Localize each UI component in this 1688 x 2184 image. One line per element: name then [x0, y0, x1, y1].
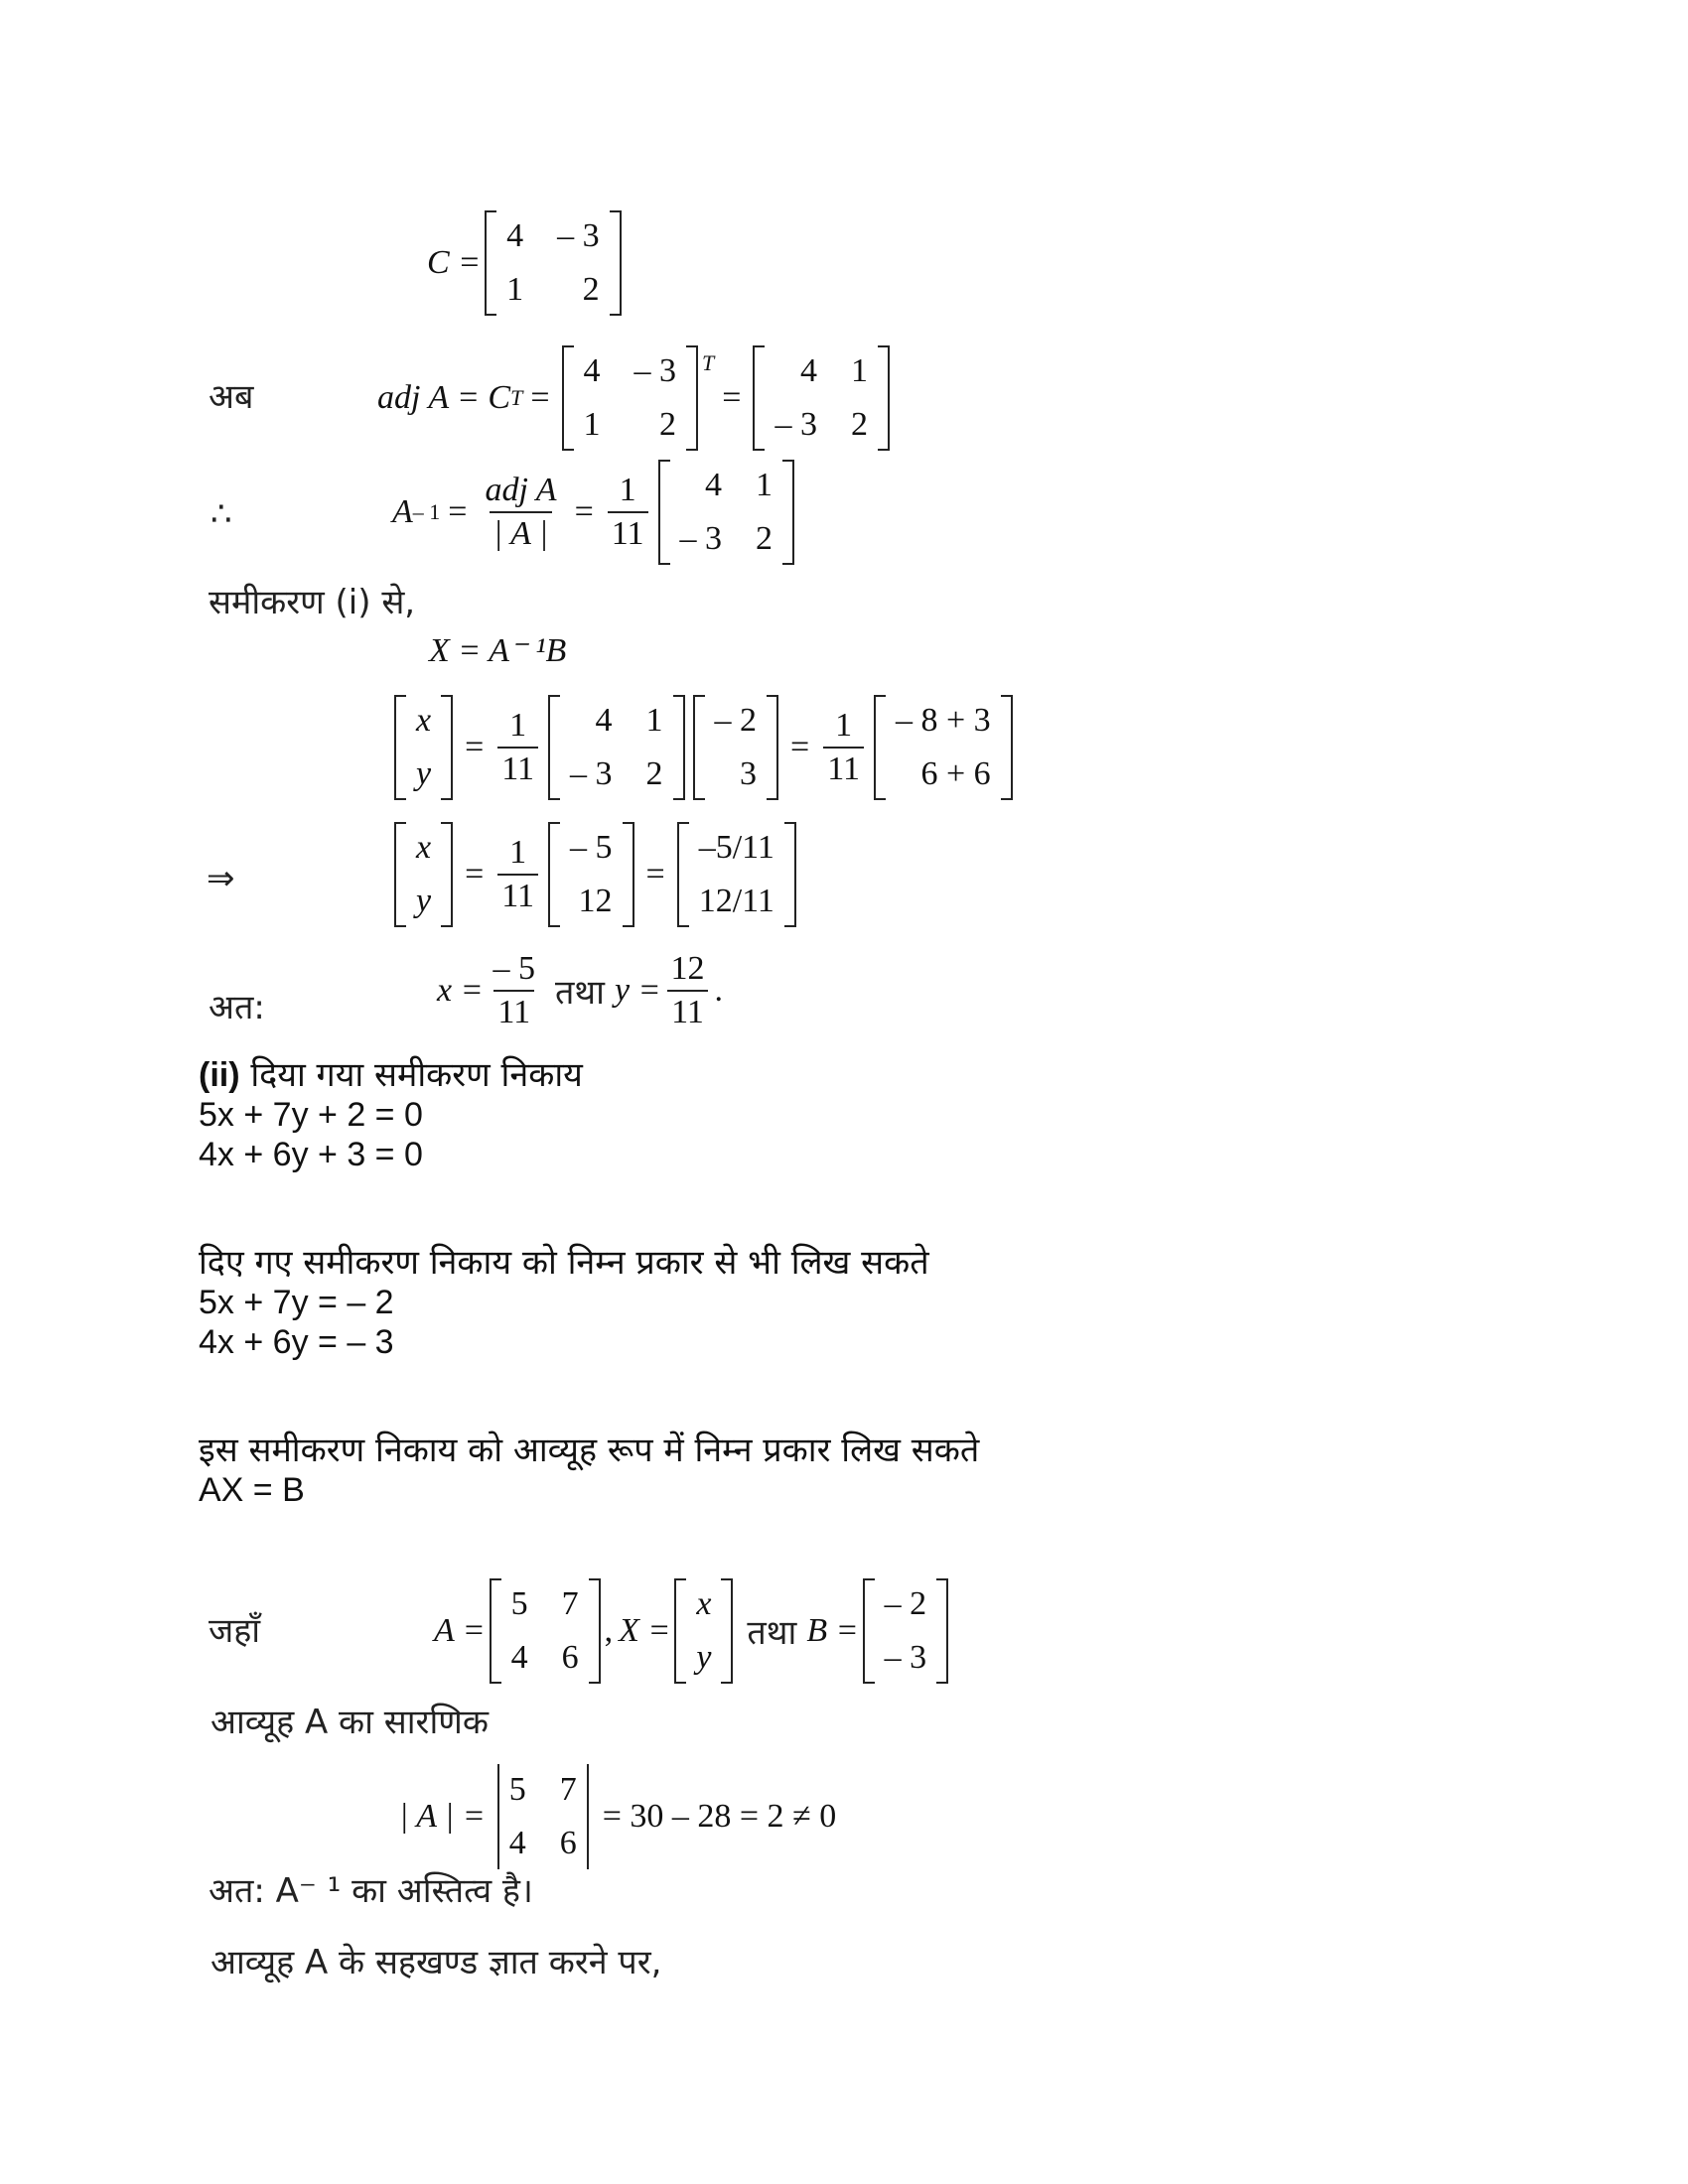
determinant-heading: आव्यूह A का सारणिक	[211, 1703, 489, 1742]
now-label: अब	[209, 377, 254, 417]
matrix-a: 5 7 4 6	[490, 1578, 601, 1684]
cofactor-matrix-line	[427, 210, 626, 316]
inverse-matrix: 4 1 – 3 2	[658, 460, 795, 565]
x-equals-ainv-b: X = A⁻ ¹B	[429, 632, 567, 669]
xy-vector: x y	[394, 695, 453, 800]
equation-1: 5x + 7y + 2 = 0	[199, 1096, 423, 1134]
equation-2: 4x + 6y + 3 = 0	[199, 1136, 423, 1173]
solution-vector: –5/11 12/11	[677, 822, 796, 927]
therefore-symbol: ∴	[211, 494, 232, 534]
inverse-exists-text: अत: A⁻ ¹ का अस्तित्व है।	[209, 1871, 533, 1911]
cofactor-matrix: 4 – 3 1 2	[485, 210, 622, 316]
vector-x: x y	[674, 1578, 733, 1684]
adjoint-line: adj A = C T = 4 – 3 1 2 $^T$ = 4 1 – 3 2	[377, 345, 894, 451]
definitions-line: A = 5 7 4 6 , X = x y तथा B = – 2 – 3	[434, 1578, 952, 1684]
product-line: x y = $\frac{1}{11}$ 4 1 – 3 2 – 2 3 = $\frac{1}{11}$ – 8 + 3 6 + 6	[390, 695, 1017, 800]
adjoint-lhs: adj A = C	[377, 379, 511, 416]
part-ii-heading: (ii) दिया गया समीकरण निकाय	[199, 1055, 583, 1095]
determinant-matrix: 5 7 4 6	[497, 1764, 589, 1869]
find-cofactors-text: आव्यूह A के सहखण्ड ज्ञात करने पर,	[211, 1943, 662, 1982]
inverse-matrix-2: 4 1 – 3 2	[548, 695, 685, 800]
implies-symbol: ⇒	[207, 859, 235, 898]
implies-line: x y = $\frac{1}{11}$ – 5 12 = –5/11 12/11	[390, 822, 800, 927]
rewrite-text: दिए गए समीकरण निकाय को निम्न प्रकार से भी लिख सकते	[199, 1243, 929, 1283]
from-equation-text: समीकरण (i) से,	[209, 583, 416, 622]
equation-4: 4x + 6y = – 3	[199, 1323, 394, 1361]
matrix-c: 4 – 3 1 2	[562, 345, 699, 451]
answer-line: x = $\frac{- 5}{11}$ तथा y = $\frac{12}{11}$ .	[437, 950, 724, 1030]
hence-label: अत:	[209, 988, 265, 1027]
ax-equals-b: AX = B	[199, 1471, 305, 1509]
equation-3: 5x + 7y = – 2	[199, 1284, 394, 1321]
vector-b: – 2 – 3	[863, 1578, 949, 1684]
adj-over-det: $\frac{\text{adj A}}{| A |}$	[485, 472, 557, 552]
sum-vector: – 8 + 3 6 + 6	[874, 695, 1013, 800]
b-vector: – 2 3	[693, 695, 779, 800]
where-label: जहाँ	[209, 1611, 261, 1651]
scalar-fraction: $\frac{1}{11}$	[608, 473, 648, 551]
matrix-adjoint: 4 1 – 3 2	[753, 345, 890, 451]
inverse-line: A – 1 = $\frac{\text{adj A}}{| A |}$ = $\frac{1}{11}$ 4 1 – 3 2	[392, 460, 798, 565]
cofactor-lhs: C =	[427, 244, 482, 281]
matrix-form-text: इस समीकरण निकाय को आव्यूह रूप में निम्न प्रकार लिख सकते	[199, 1431, 980, 1470]
mid-vector: – 5 12	[548, 822, 634, 927]
determinant-line: | A | = 5 7 4 6 = 30 – 28 = 2 ≠ 0	[399, 1764, 836, 1869]
